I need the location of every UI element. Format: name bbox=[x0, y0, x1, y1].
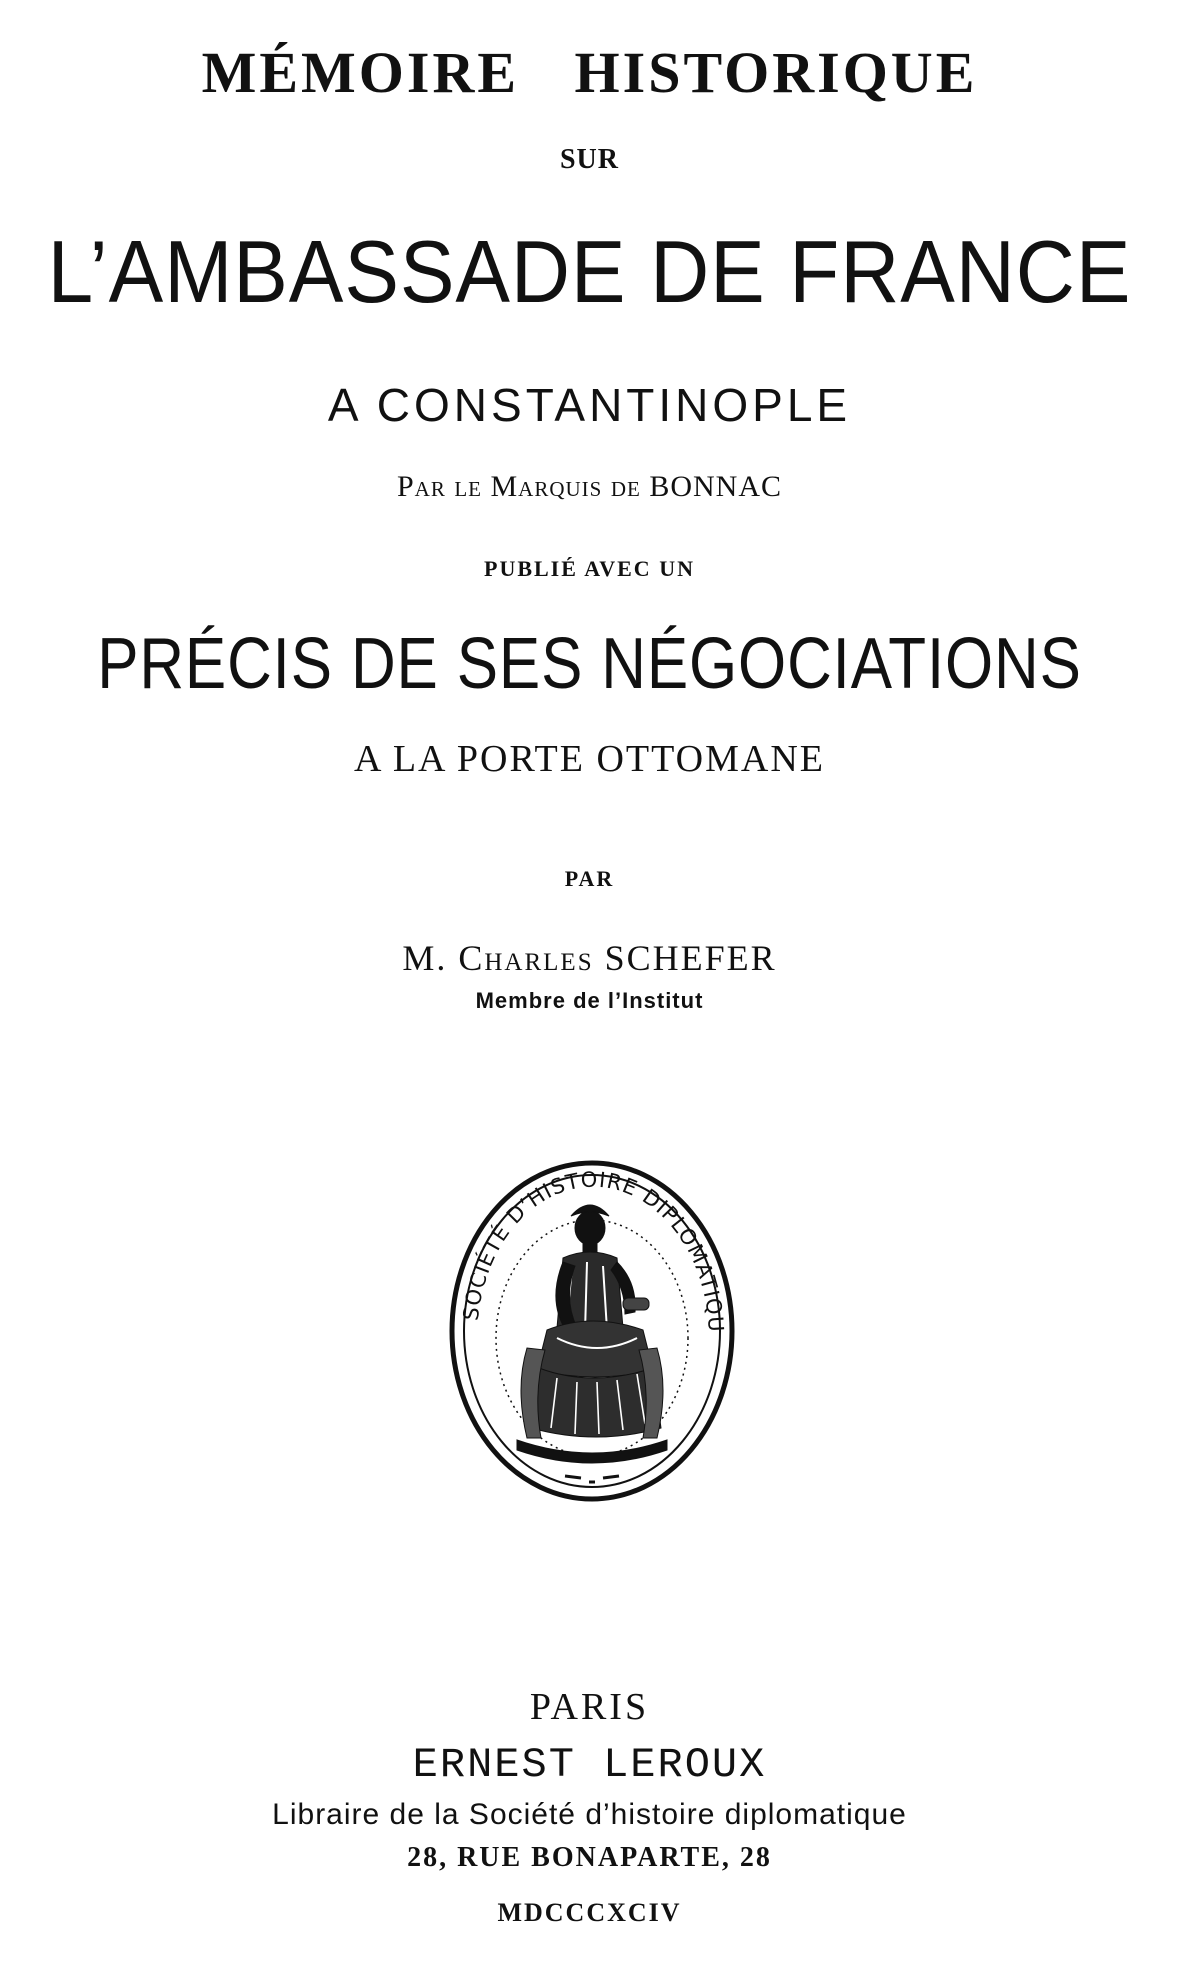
publisher-address: 28, RUE BONAPARTE, 28 bbox=[407, 1842, 772, 1873]
main-title: L’AMBASSADE DE FRANCE bbox=[47, 222, 1132, 321]
secondary-subtitle: A LA PORTE OTTOMANE bbox=[354, 738, 825, 780]
published-with: PUBLIÉ AVEC UN bbox=[484, 556, 695, 581]
publication-year: MDCCCXCIV bbox=[497, 1898, 682, 1927]
by-label: PAR bbox=[564, 866, 615, 891]
seal-graphic bbox=[447, 1158, 737, 1504]
secondary-title: PRÉCIS DE SES NÉGOCIATIONS bbox=[97, 624, 1082, 704]
editor-role: Membre de l’Institut bbox=[475, 988, 704, 1013]
subtitle: A CONSTANTINOPLE bbox=[327, 379, 852, 431]
society-seal-icon bbox=[447, 1158, 737, 1504]
imprint-city: PARIS bbox=[529, 1686, 650, 1728]
heading: MÉMOIRE HISTORIQUE bbox=[201, 40, 978, 105]
editor-name: M. Charles SCHEFER bbox=[402, 938, 777, 978]
original-author: Par le Marquis de BONNAC bbox=[396, 470, 783, 503]
seal-legend: SOCIÉTÉ D’HISTOIRE DIPLOMATIQU bbox=[458, 1167, 729, 1334]
publisher-role: Libraire de la Société d’histoire diplomatique bbox=[272, 1798, 907, 1831]
connector-sur: SUR bbox=[559, 144, 619, 175]
publisher-name: ERNEST LEROUX bbox=[412, 1741, 767, 1789]
